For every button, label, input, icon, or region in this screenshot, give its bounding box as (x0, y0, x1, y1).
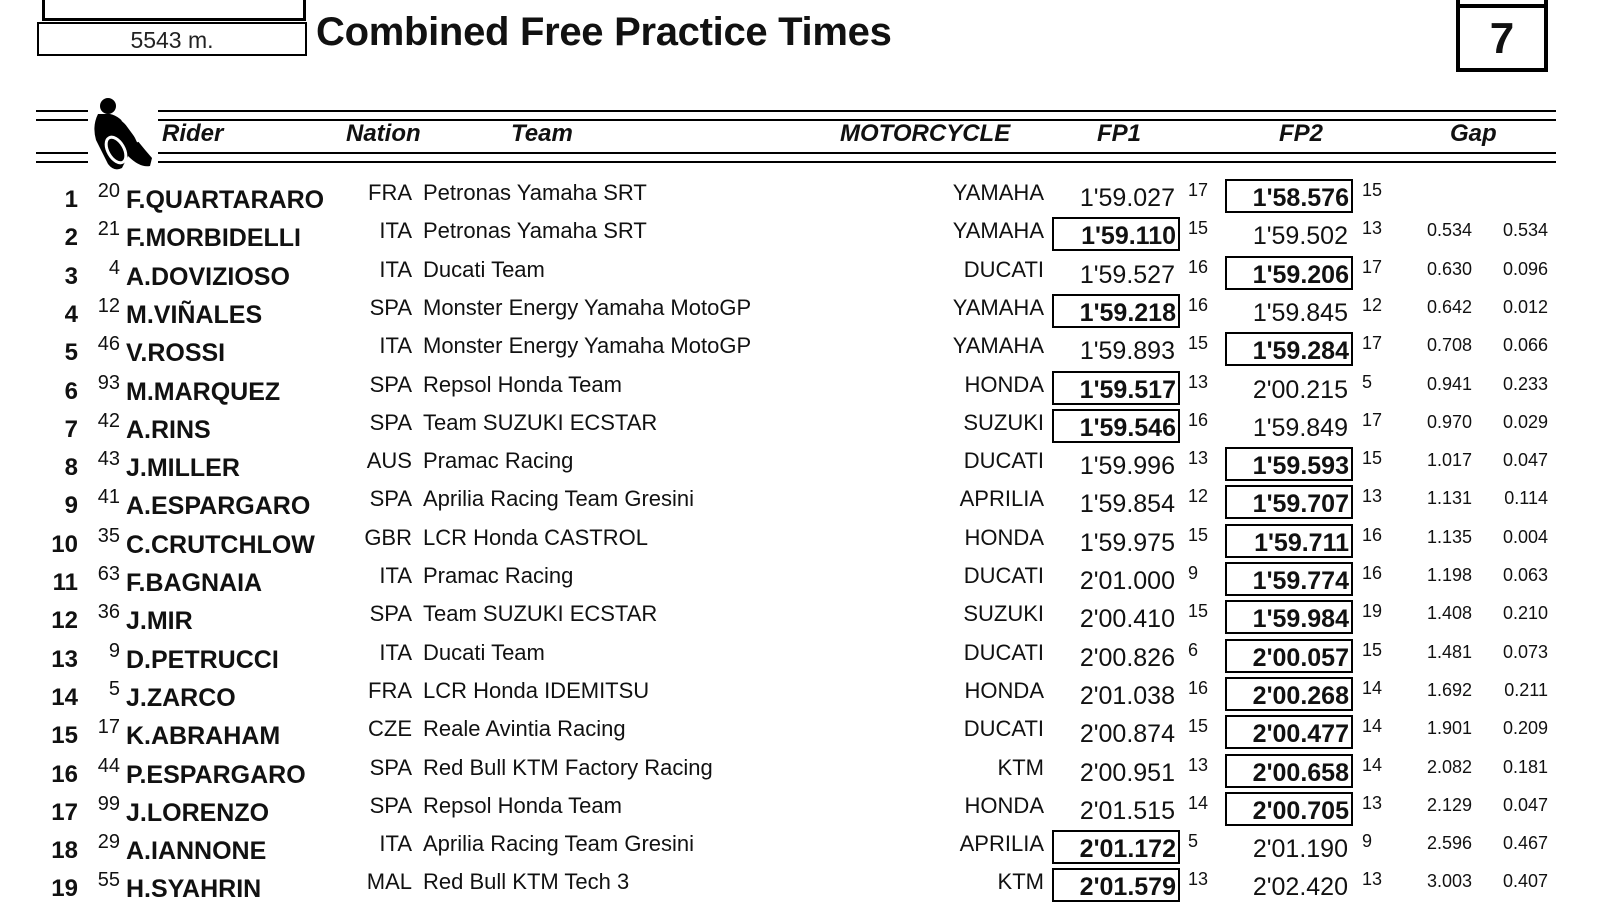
fp1-time: 2'00.874 (1079, 720, 1175, 749)
fp1-time: 2'00.951 (1079, 758, 1175, 787)
gap-to-first: 0.970 (1426, 411, 1472, 432)
motorcycle: DUCATI (963, 563, 1044, 588)
motorcycle: APRILIA (959, 486, 1044, 512)
rider-name: P.ESPARGARO (126, 760, 306, 789)
rider-number: 4 (108, 256, 120, 279)
rider-name: J.MILLER (126, 454, 240, 483)
fp1-time: 2'01.515 (1079, 796, 1175, 825)
team-name: Ducati Team (423, 639, 545, 665)
fp1-time: 1'59.218 (1052, 294, 1180, 328)
rider-number: 55 (97, 869, 120, 892)
table-row (0, 255, 1600, 293)
motorcycle: KTM (997, 754, 1044, 780)
col-header-motorcycle: MOTORCYCLE (840, 120, 1011, 147)
header-rule-top (36, 110, 1556, 121)
fp1-lap: 14 (1188, 792, 1209, 813)
rider-number: 99 (97, 792, 120, 815)
gap-to-previous: 0.004 (1502, 526, 1548, 547)
table-row (0, 178, 1600, 216)
rider-number: 17 (97, 716, 120, 739)
rider-number: 12 (97, 294, 120, 317)
table-row (0, 523, 1600, 561)
fp1-time: 1'59.527 (1079, 260, 1175, 289)
rider-nation: FRA (368, 180, 412, 205)
rider-nation: ITA (379, 563, 412, 588)
row-position: 11 (52, 569, 78, 596)
fp2-lap: 15 (1362, 180, 1383, 200)
rider-name: F.BAGNAIA (126, 569, 263, 597)
fp1-lap: 13 (1188, 754, 1209, 775)
fp2-time: 1'59.711 (1225, 524, 1353, 558)
motorcycle-rider-icon (88, 96, 158, 172)
motorcycle: YAMAHA (952, 180, 1044, 205)
team-name: Repsol Honda Team (423, 792, 622, 818)
fp2-time: 2'00.268 (1225, 677, 1353, 711)
gap-to-previous: 0.181 (1502, 756, 1548, 777)
rider-name: H.SYAHRIN (126, 875, 262, 904)
rider-number: 36 (97, 601, 120, 624)
table-row (0, 753, 1600, 791)
rider-name: M.VIÑALES (126, 300, 263, 329)
row-position: 3 (64, 262, 78, 290)
fp1-time: 2'01.038 (1079, 681, 1175, 710)
team-name: Red Bull KTM Factory Racing (423, 754, 713, 780)
table-row (0, 484, 1600, 522)
fp2-lap: 12 (1362, 294, 1383, 315)
team-name: Aprilia Racing Team Gresini (423, 831, 695, 857)
team-name: Petronas Yamaha SRT (423, 180, 647, 205)
col-header-nation: Nation (346, 120, 421, 147)
rider-name: F.QUARTARARO (126, 186, 325, 214)
team-name: LCR Honda CASTROL (423, 524, 648, 550)
table-row (0, 791, 1600, 829)
fp1-time: 2'00.410 (1079, 605, 1175, 634)
motorcycle: DUCATI (963, 448, 1044, 474)
row-position: 5 (64, 339, 78, 367)
fp1-time: 1'59.975 (1079, 528, 1175, 557)
rider-nation: CZE (368, 716, 412, 742)
gap-to-previous: 0.407 (1502, 871, 1548, 892)
gap-to-first: 1.017 (1426, 450, 1472, 471)
fp1-lap: 13 (1188, 869, 1209, 890)
fp1-time: 1'59.893 (1079, 337, 1175, 366)
rider-name: C.CRUTCHLOW (126, 530, 315, 559)
table-row (0, 599, 1600, 637)
fp2-time: 1'59.502 (1252, 222, 1348, 251)
rider-number: 44 (97, 754, 120, 777)
gap-to-first: 2.129 (1426, 794, 1472, 815)
rider-number: 21 (97, 218, 120, 241)
row-position: 2 (64, 224, 78, 252)
team-name: Team SUZUKI ECSTAR (423, 409, 658, 435)
fp2-time: 1'58.576 (1225, 179, 1353, 213)
rider-name: F.MORBIDELLI (126, 224, 301, 253)
header-rule-bottom (36, 152, 1556, 163)
fp2-time: 1'59.849 (1252, 413, 1348, 442)
circuit-length: 5543 m. (37, 22, 307, 56)
page-number: 7 (1456, 4, 1548, 72)
gap-to-first: 3.003 (1426, 871, 1472, 892)
table-row (0, 714, 1600, 752)
fp2-time: 2'00.658 (1225, 754, 1353, 788)
gap-to-first: 0.534 (1426, 220, 1472, 241)
fp1-time: 1'59.996 (1079, 452, 1175, 481)
rider-nation: SPA (369, 371, 412, 397)
fp1-time: 1'59.110 (1052, 217, 1180, 251)
fp2-lap: 17 (1362, 256, 1383, 277)
fp2-time: 1'59.206 (1225, 256, 1353, 290)
team-name: Repsol Honda Team (423, 371, 622, 397)
rider-number: 93 (97, 371, 120, 394)
row-position: 9 (64, 492, 78, 520)
table-row (0, 216, 1600, 254)
gap-to-previous: 0.063 (1502, 565, 1548, 585)
gap-to-first: 1.692 (1426, 679, 1472, 700)
col-header-fp2: FP2 (1279, 120, 1324, 147)
page-title: Combined Free Practice Times (316, 10, 892, 54)
rider-nation: SPA (369, 754, 412, 780)
rider-nation: ITA (379, 639, 412, 665)
table-row (0, 867, 1600, 905)
gap-to-previous: 0.210 (1502, 603, 1548, 624)
fp2-lap: 15 (1362, 639, 1383, 660)
gap-to-first: 2.082 (1426, 756, 1472, 777)
gap-to-previous: 0.073 (1502, 641, 1548, 662)
rider-nation: SPA (369, 294, 412, 320)
fp2-time: 2'00.057 (1225, 639, 1353, 673)
fp2-lap: 19 (1362, 601, 1383, 622)
fp2-time: 2'02.420 (1252, 873, 1348, 902)
row-position: 19 (51, 875, 78, 903)
fp1-time: 1'59.546 (1052, 409, 1180, 443)
rider-name: J.MIR (126, 607, 193, 636)
fp1-lap: 12 (1188, 486, 1209, 507)
rider-number: 46 (97, 333, 120, 356)
fp2-lap: 5 (1362, 371, 1373, 392)
motorcycle: DUCATI (963, 639, 1044, 665)
motorcycle: YAMAHA (952, 333, 1044, 359)
motorcycle: HONDA (964, 792, 1044, 818)
gap-to-first: 2.596 (1426, 833, 1472, 854)
fp2-time: 1'59.774 (1225, 562, 1353, 596)
rider-nation: GBR (364, 524, 412, 550)
team-name: Team SUZUKI ECSTAR (423, 601, 658, 627)
gap-to-previous: 0.096 (1502, 258, 1548, 279)
col-header-team: Team (511, 120, 573, 147)
rider-number: 9 (108, 639, 120, 662)
gap-to-previous: 0.066 (1502, 335, 1548, 356)
rider-name: M.MARQUEZ (126, 377, 281, 406)
row-position: 4 (64, 300, 78, 328)
row-position: 18 (51, 837, 78, 865)
motorcycle: DUCATI (963, 256, 1044, 282)
rider-name: V.ROSSI (126, 339, 226, 368)
gap-to-previous: 0.211 (1504, 679, 1548, 700)
fp2-lap: 16 (1362, 524, 1383, 545)
row-position: 1 (64, 186, 78, 213)
team-name: Reale Avintia Racing (423, 716, 626, 742)
fp1-lap: 17 (1188, 180, 1209, 200)
gap-to-first: 0.642 (1426, 296, 1472, 317)
fp2-time: 1'59.707 (1225, 485, 1353, 519)
motorcycle: SUZUKI (963, 409, 1044, 435)
rider-nation: ITA (379, 333, 412, 359)
motorcycle: HONDA (964, 371, 1044, 397)
gap-to-previous: 0.114 (1504, 488, 1548, 509)
rider-nation: ITA (379, 218, 412, 244)
team-name: Pramac Racing (423, 448, 574, 474)
rider-nation: SPA (369, 409, 412, 435)
rider-number: 20 (97, 180, 120, 202)
motorcycle: SUZUKI (963, 601, 1044, 627)
motorcycle: YAMAHA (952, 218, 1044, 244)
fp2-time: 1'59.593 (1225, 447, 1353, 481)
motorcycle: APRILIA (959, 831, 1044, 857)
row-position: 10 (51, 530, 78, 558)
gap-to-first: 1.131 (1426, 488, 1472, 509)
row-position: 8 (64, 454, 78, 482)
fp1-lap: 15 (1188, 601, 1209, 622)
fp1-lap: 16 (1188, 294, 1209, 315)
fp2-time: 2'01.190 (1252, 835, 1348, 864)
team-name: Monster Energy Yamaha MotoGP (423, 294, 752, 320)
table-row (0, 561, 1600, 599)
fp2-time: 1'59.284 (1225, 332, 1353, 366)
fp1-lap: 6 (1188, 639, 1199, 660)
fp2-time: 1'59.984 (1225, 600, 1353, 634)
col-header-gap: Gap (1450, 120, 1497, 147)
rider-name: J.LORENZO (126, 798, 270, 827)
fp1-time: 1'59.517 (1052, 371, 1180, 405)
row-position: 16 (51, 760, 78, 788)
fp1-lap: 15 (1188, 716, 1209, 737)
fp2-time: 1'59.845 (1252, 298, 1348, 327)
fp2-lap: 13 (1362, 218, 1383, 239)
fp2-lap: 15 (1362, 448, 1383, 469)
rider-number: 42 (97, 409, 120, 432)
rider-number: 5 (108, 677, 120, 700)
gap-to-previous: 0.029 (1502, 411, 1548, 432)
fp2-lap: 17 (1362, 333, 1383, 354)
fp2-lap: 14 (1362, 754, 1383, 775)
gap-to-previous: 0.233 (1502, 373, 1548, 394)
rider-name: D.PETRUCCI (126, 645, 279, 674)
header-top-box (42, 0, 306, 21)
gap-to-previous: 0.047 (1502, 794, 1548, 815)
table-row (0, 829, 1600, 867)
rider-number: 29 (97, 831, 120, 854)
fp2-time: 2'00.477 (1225, 715, 1353, 749)
gap-to-previous: 0.047 (1502, 450, 1548, 471)
team-name: Red Bull KTM Tech 3 (423, 869, 630, 895)
fp2-lap: 13 (1362, 792, 1383, 813)
rider-nation: MAL (366, 869, 412, 895)
col-header-fp1: FP1 (1097, 120, 1142, 147)
rider-number: 63 (97, 563, 120, 585)
gap-to-first: 1.408 (1426, 603, 1472, 624)
motorcycle: DUCATI (963, 716, 1044, 742)
rider-nation: SPA (369, 486, 412, 512)
gap-to-previous: 0.209 (1502, 718, 1548, 739)
row-position: 17 (51, 798, 78, 826)
gap-to-first: 1.198 (1426, 565, 1472, 585)
row-position: 6 (64, 377, 78, 405)
table-row (0, 331, 1600, 369)
fp2-time: 2'00.215 (1252, 375, 1348, 404)
gap-to-first: 0.708 (1426, 335, 1472, 356)
rider-number: 43 (97, 448, 120, 471)
motorcycle: YAMAHA (952, 294, 1044, 320)
rider-nation: SPA (369, 792, 412, 818)
team-name: Monster Energy Yamaha MotoGP (423, 333, 752, 359)
fp2-lap: 16 (1362, 563, 1383, 583)
fp1-time: 2'01.000 (1079, 567, 1175, 595)
gap-to-previous: 0.467 (1502, 833, 1548, 854)
fp2-lap: 9 (1362, 831, 1373, 852)
rider-name: J.ZARCO (126, 683, 236, 712)
team-name: Aprilia Racing Team Gresini (423, 486, 695, 512)
table-row (0, 638, 1600, 676)
fp1-time: 1'59.854 (1079, 490, 1175, 519)
team-name: LCR Honda IDEMITSU (423, 677, 650, 703)
table-row (0, 293, 1600, 331)
fp2-time: 2'00.705 (1225, 792, 1353, 826)
fp2-lap: 17 (1362, 409, 1383, 430)
row-position: 15 (51, 722, 78, 750)
rider-nation: SPA (369, 601, 412, 627)
fp1-lap: 9 (1188, 563, 1199, 583)
fp1-lap: 13 (1188, 448, 1209, 469)
rider-nation: FRA (368, 677, 412, 703)
fp1-lap: 16 (1188, 677, 1209, 698)
rider-name: A.ESPARGARO (126, 492, 311, 521)
motorcycle: HONDA (964, 524, 1044, 550)
row-position: 14 (51, 683, 78, 711)
fp1-time: 1'59.027 (1079, 184, 1175, 212)
table-row (0, 408, 1600, 446)
table-row (0, 676, 1600, 714)
fp1-time: 2'01.579 (1052, 868, 1180, 902)
gap-to-first: 0.630 (1426, 258, 1472, 279)
gap-to-first: 1.901 (1426, 718, 1472, 739)
team-name: Petronas Yamaha SRT (423, 218, 647, 244)
rider-nation: ITA (379, 256, 412, 282)
fp2-lap: 13 (1362, 486, 1383, 507)
rider-name: A.RINS (126, 415, 211, 444)
col-header-rider: Rider (162, 120, 224, 147)
motorcycle: KTM (997, 869, 1044, 895)
rider-name: A.DOVIZIOSO (126, 262, 290, 291)
row-position: 7 (64, 415, 78, 443)
fp1-lap: 5 (1188, 831, 1199, 852)
rider-number: 41 (97, 486, 120, 509)
fp2-lap: 14 (1362, 677, 1383, 698)
row-position: 12 (51, 607, 78, 635)
rider-nation: ITA (379, 831, 412, 857)
motorcycle: HONDA (964, 677, 1044, 703)
fp1-time: 2'01.172 (1052, 830, 1180, 864)
fp1-lap: 16 (1188, 256, 1209, 277)
row-position: 13 (51, 645, 78, 673)
rider-name: A.IANNONE (126, 837, 267, 866)
gap-to-previous: 0.534 (1502, 220, 1548, 241)
table-row (0, 446, 1600, 484)
rider-number: 35 (97, 524, 120, 547)
fp1-lap: 15 (1188, 218, 1209, 239)
team-name: Ducati Team (423, 256, 545, 282)
fp2-lap: 13 (1362, 869, 1383, 890)
gap-to-first: 1.135 (1426, 526, 1472, 547)
gap-to-previous: 0.012 (1502, 296, 1548, 317)
rider-name: K.ABRAHAM (126, 722, 281, 751)
gap-to-first: 0.941 (1426, 373, 1472, 394)
team-name: Pramac Racing (423, 563, 574, 588)
fp1-lap: 16 (1188, 409, 1209, 430)
gap-to-first: 1.481 (1426, 641, 1472, 662)
rider-nation: AUS (366, 448, 412, 474)
fp1-lap: 15 (1188, 333, 1209, 354)
table-row (0, 370, 1600, 408)
fp1-lap: 15 (1188, 524, 1209, 545)
fp2-lap: 14 (1362, 716, 1383, 737)
fp1-lap: 13 (1188, 371, 1209, 392)
fp1-time: 2'00.826 (1079, 643, 1175, 672)
